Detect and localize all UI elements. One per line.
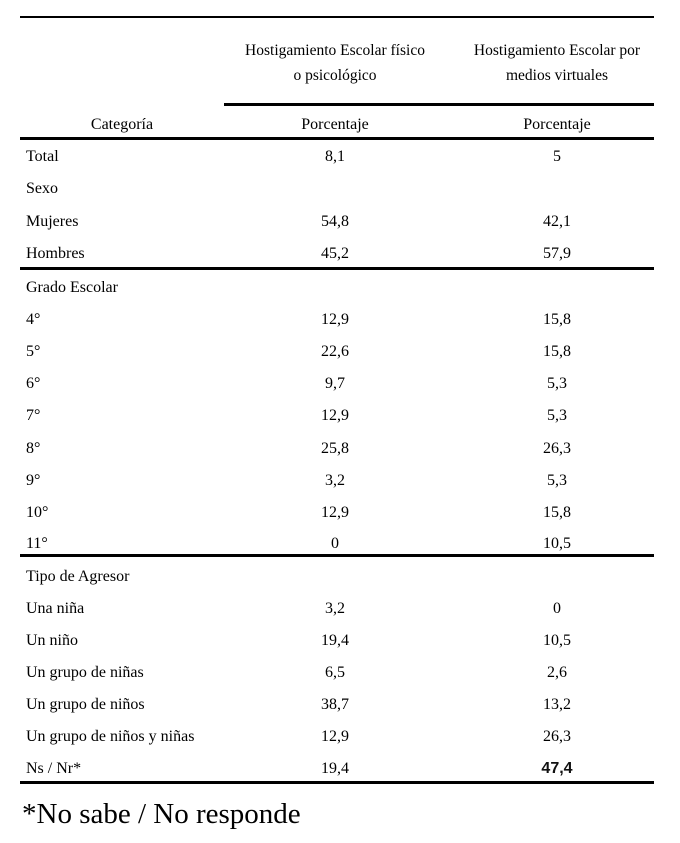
row-value-col1: 12,9 <box>321 311 349 328</box>
row-value-col1: 3,2 <box>325 600 345 617</box>
header-mid-rule <box>224 103 654 106</box>
row-value-col1: 12,9 <box>321 407 349 424</box>
section-label: Tipo de Agresor <box>26 568 130 585</box>
row-label: 8° <box>26 440 41 457</box>
row-value-col2: 15,8 <box>543 343 571 360</box>
col2-header-line1: Hostigamiento Escolar por <box>473 42 641 59</box>
row-label: 6° <box>26 375 41 392</box>
col2-subheader: Porcentaje <box>523 116 591 133</box>
row-label: 7° <box>26 407 41 424</box>
row-label: 4° <box>26 311 41 328</box>
grado-section-rule <box>20 554 654 557</box>
col1-header-title <box>224 38 446 88</box>
row-value-col1: 3,2 <box>325 472 345 489</box>
row-label: Un niño <box>26 632 78 649</box>
row-value-col1: 22,6 <box>321 343 349 360</box>
row-value-col2: 13,2 <box>543 696 571 713</box>
row-label: 10° <box>26 504 49 521</box>
row-value-col2: 15,8 <box>543 311 571 328</box>
row-value-col2: 10,5 <box>543 535 571 552</box>
row-value-col1: 9,7 <box>325 375 345 392</box>
row-value-col1: 8,1 <box>325 148 345 165</box>
row-label: Un grupo de niños <box>26 696 145 713</box>
row-value-col2: 57,9 <box>543 245 571 262</box>
row-value-col2: 5 <box>553 148 561 165</box>
row-label: Una niña <box>26 600 85 617</box>
row-value-col1: 19,4 <box>321 632 349 649</box>
table-bottom-rule <box>20 781 654 784</box>
section-label: Grado Escolar <box>26 279 118 296</box>
row-label: Mujeres <box>26 213 79 230</box>
row-value-col1: 38,7 <box>321 696 349 713</box>
row-value-col2: 0 <box>553 600 561 617</box>
row-value-col1: 45,2 <box>321 245 349 262</box>
row-value-col1: 54,8 <box>321 213 349 230</box>
row-label: 11° <box>26 535 48 552</box>
row-value-col1: 6,5 <box>325 664 345 681</box>
col1-header-line1: Hostigamiento Escolar físico <box>245 42 425 59</box>
col1-header-line2: o psicológico <box>293 67 377 84</box>
col2-header-line2: medios virtuales <box>505 67 609 84</box>
row-value-col1: 12,9 <box>321 728 349 745</box>
col1-subheader: Porcentaje <box>301 116 369 133</box>
col2-header-title <box>452 38 662 88</box>
row-value-col2: 26,3 <box>543 728 571 745</box>
row-value-col2: 5,3 <box>547 375 567 392</box>
row-value-col2: 2,6 <box>547 664 567 681</box>
row-value-col1: 12,9 <box>321 504 349 521</box>
row-value-col2: 10,5 <box>543 632 571 649</box>
section-label: Sexo <box>26 180 58 197</box>
row-value-col1: 0 <box>331 535 339 552</box>
category-header: Categoría <box>90 116 154 133</box>
row-value-col2: 47,4 <box>541 760 573 777</box>
row-label: Un grupo de niñas <box>26 664 144 681</box>
row-label: Total <box>26 148 59 165</box>
row-label: 9° <box>26 472 41 489</box>
row-label: Ns / Nr* <box>26 760 82 777</box>
row-value-col2: 5,3 <box>547 472 567 489</box>
header-bottom-rule <box>20 137 654 140</box>
row-label: Un grupo de niños y niñas <box>26 728 195 745</box>
row-value-col2: 5,3 <box>547 407 567 424</box>
row-value-col1: 19,4 <box>321 760 349 777</box>
row-value-col1: 25,8 <box>321 440 349 457</box>
row-label: 5° <box>26 343 41 360</box>
sexo-section-rule <box>20 267 654 270</box>
table-footnote: *No sabe / No responde <box>22 798 301 830</box>
row-value-col2: 26,3 <box>543 440 571 457</box>
row-value-col2: 42,1 <box>543 213 571 230</box>
row-value-col2: 15,8 <box>543 504 571 521</box>
table-top-rule <box>20 16 654 18</box>
row-label: Hombres <box>26 245 85 262</box>
